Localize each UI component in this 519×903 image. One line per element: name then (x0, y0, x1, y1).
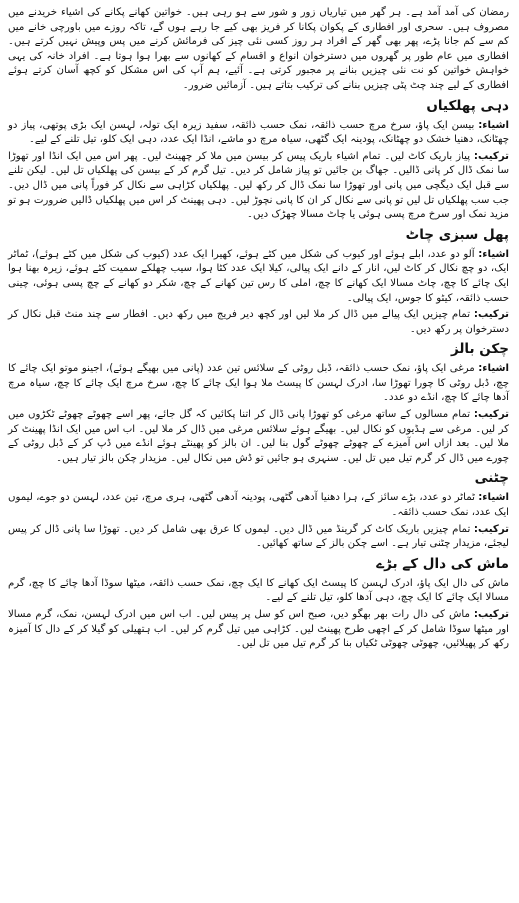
method-text: ماش کی دال رات بھر بھگو دیں، صبح اس کو سل پر پیس لیں۔ اب اس میں ادرک لہسن، نمک، گرم مسالا اور میٹھا سوڈا شامل کر کے اچھی طرح پھینٹ لیں۔ کڑاہی میں تیل گرم کر لیں۔ اب ہتھیلی کو گیلا کر کے دال کا آمیزہ رکھ کر پھیلائیں، چھوٹی چھوٹی ٹکیاں بنا کر گرم تیل میں تل لیں۔ (8, 609, 509, 650)
ingredients-paragraph (8, 362, 509, 406)
recipe-title: ماش کی دال کے بڑے (376, 555, 509, 572)
ingredients-paragraph (8, 491, 509, 520)
recipe-title: دہی پھلکیاں (426, 97, 509, 114)
method-paragraph (8, 308, 509, 337)
ingredients-text: مرغی ایک پاؤ، نمک حسب ذائقہ، ڈبل روٹی کے سلائس تین عدد (پانی میں بھیگے ہوئے)، اجینو موتو ایک چائے کا چچ، ڈبل روٹی کا چورا تھوڑا سا، ادرک لہسن کا پیسٹ ملا ہوا ایک چائے کا چچ، سرخ مرچ ایک چائے کا چچ، سیاہ مرچ آدھا چائے کا چچ، انڈے دو عدد۔ (8, 363, 509, 404)
ingredients-label: اشیاء: (478, 363, 509, 375)
ingredients-text: ماش کی دال ایک پاؤ، ادرک لہسن کا پیسٹ ایک کھانے کا ایک چچ، نمک حسب ذائقہ، میٹھا سوڈا آدھا چائے کا چچ، گرم مسالا ایک چائے کا ایک چچ، دہی آدھا کلو، تیل تلنے کے لیے۔ (8, 577, 509, 604)
ingredients-paragraph (8, 248, 509, 306)
method-label: ترکیب: (473, 523, 509, 535)
ingredients-paragraph (8, 577, 509, 606)
recipe-maash-dal-baray (8, 556, 509, 652)
recipe-chicken-balls (8, 341, 509, 466)
ingredients-text: ٹماٹر دو عدد، بڑے سائز کے، ہرا دھنیا آدھی گٹھی، پودینہ آدھی گٹھی، ہری مرچ، تین عدد، لہسن دو جوے، لیموں ایک عدد، نمک حسب ذائقہ۔ (8, 492, 509, 519)
recipe-title: چٹنی (474, 470, 509, 487)
recipe-title: پھل سبزی چاٹ (405, 226, 509, 243)
method-paragraph (8, 150, 509, 223)
method-text: تمام چیزیں ایک پیالے میں ڈال کر ملا لیں اور کچھ دیر فریج میں رکھ دیں۔ افطار سے چند منٹ قبل نکال کر دسترخوان پر رکھ دیں۔ (8, 309, 509, 335)
method-label: ترکیب: (473, 309, 509, 321)
method-text: پیاز باریک کاٹ لیں۔ تمام اشیاء باریک پیس کر بیسن میں ملا کر چھینٹ لیں۔ پھر اس میں ایک انڈا اور تھوڑا سا نمک ڈال کر پانی ڈالیں۔ جھاگ بن جائیں تو پیاز شامل کر دیں۔ تیل گرم کر کے بیسن کی پھلکیاں تل لیں۔ لیکن تلنے سے قبل ایک دیگچی میں پانی اور تھوڑا سا نمک ڈال کر رکھ لیں۔ پھلکیاں کڑاہی سے نکال کر فوراً پانی میں ڈال دیں۔ جب سب پھلکیاں تل لیں تو پانی سے نکال کر ان کا پانی نچوڑ لیں۔ دہی پھینٹ کر اس میں پھلکیاں ڈالیں ضرورت ہو تو مزید نمک اور سرخ مرچ پسی ہوئی یا چاٹ مسالا چھڑک دیں۔ (8, 150, 509, 221)
method-label: ترکیب: (473, 409, 509, 421)
method-text: تمام مسالوں کے ساتھ مرغی کو تھوڑا پانی ڈال کر اتنا پکائیں کہ گل جائے، پھر اسے چھوٹے چھوٹے ٹکڑوں میں کر لیں۔ مرغی سے ہڈیوں کو نکال لیں۔ بھیگے ہوئے سلائس مرغی میں ڈال کر ملا لیں۔ اب اس میں ایک انڈا پھینٹ کر ملا لیں۔ بعد ازاں اس آمیزے کے چھوٹے چھوٹے گول بنا لیں۔ ان بالز کو پھینٹے ہوئے انڈے میں ڈپ کر کے ڈبل روٹی کے چورے میں ڈال کر گرم تیل میں تل لیں۔ سنہری ہو جائیں تو ڈش میں نکال لیں۔ مزیدار چکن بالز تیار ہیں۔ (8, 409, 509, 464)
method-label: ترکیب: (473, 150, 509, 162)
recipe-chutney (8, 470, 509, 551)
recipe-phal-sabzi-chaat (8, 227, 509, 338)
ingredients-text: بیسن ایک پاؤ، سرخ مرچ حسب ذائقہ، نمک حسب ذائقہ، سفید زیرہ ایک تولہ، لہسن ایک بڑی پوتھی، پیاز دو چھٹانک، دھنیا خشک دو چھٹانک، پودینہ ایک گٹھی، سیاہ مرچ دو ماشے، انڈا ایک عدد، دہی ایک کلو، تیل تلنے کے لیے۔ (8, 119, 509, 146)
method-paragraph (8, 523, 509, 552)
ingredients-paragraph (8, 119, 509, 148)
ingredients-label: اشیاء: (478, 492, 509, 504)
ingredients-label: اشیاء: (478, 248, 509, 260)
method-paragraph (8, 608, 509, 652)
intro-paragraph: رمضان کی آمد آمد ہے۔ ہر گھر میں تیاریاں زور و شور سے ہو رہی ہیں۔ خواتین کھانے پکانے کی اشیاء خریدنے میں مصروف ہیں۔ سحری اور افطاری کے پکوان پکانا کر فریز بھی کیے جا رہے ہوں گے، تاکہ روزے میں باورچی خانے میں کم سے کم جانا پڑے، پھر بھی گھر کے افراد ہر روز کسی نئی چیز کی فرمائش کرنے میں پس وپیش نہیں کرتے ہیں۔ افطاری میں عام طور پر گھروں میں دسترخوان انواع و اقسام کے کھانوں سے بھرا ہوا ہوتا ہے۔ افراد خانہ کی یہی خواہش خواتین کو نت نئی چیزیں بنانے پر مجبور کرتی ہے۔ آئیے، ہم آپ کی اس مشکل کو کچھ آسان کرتے ہوئے افطاری کے لیے چند چٹ پٹی چیزیں بنانے کی ترکیب بتاتے ہیں۔ آزمائیں ضرور۔ (8, 7, 509, 91)
method-text: تمام چیزیں باریک کاٹ کر گرینڈ میں ڈال دیں۔ لیموں کا عرق بھی شامل کر دیں۔ تھوڑا سا پانی ڈال کر پیس لیجئے، مزیدار چٹنی تیار ہے۔ اسے چکن بالز کے ساتھ کھائیں۔ (8, 523, 509, 550)
recipe-dahi-phulkiyan (8, 98, 509, 223)
recipe-title: چکن بالز (450, 341, 509, 358)
method-label: ترکیب: (473, 609, 509, 620)
ingredients-label: اشیاء: (478, 119, 509, 131)
method-paragraph (8, 408, 509, 466)
ingredients-text: آلو دو عدد، ابلے ہوئے اور کیوب کی شکل میں کٹے ہوئے، کھیرا ایک عدد (کیوب کی شکل میں کٹے ہوئے)، ٹماٹر ایک، دو چچ نکال کر کاٹ لیں، انار کے دانے ایک پیالی، کیلا ایک عدد کٹا ہوا، سیب چھلکے سمیت کٹے ہوئے، زیرہ بھنا ہوا ایک چائے کا چچ، چاٹ مسالا ایک کھانے کا چچ، املی کا رس تین کھانے کے چچ، شکر دو کھانے کے چچ پسی ہوئی، چینی حسب ذائقہ، کیٹو کا جوس، ایک پیالی۔ (8, 248, 509, 304)
